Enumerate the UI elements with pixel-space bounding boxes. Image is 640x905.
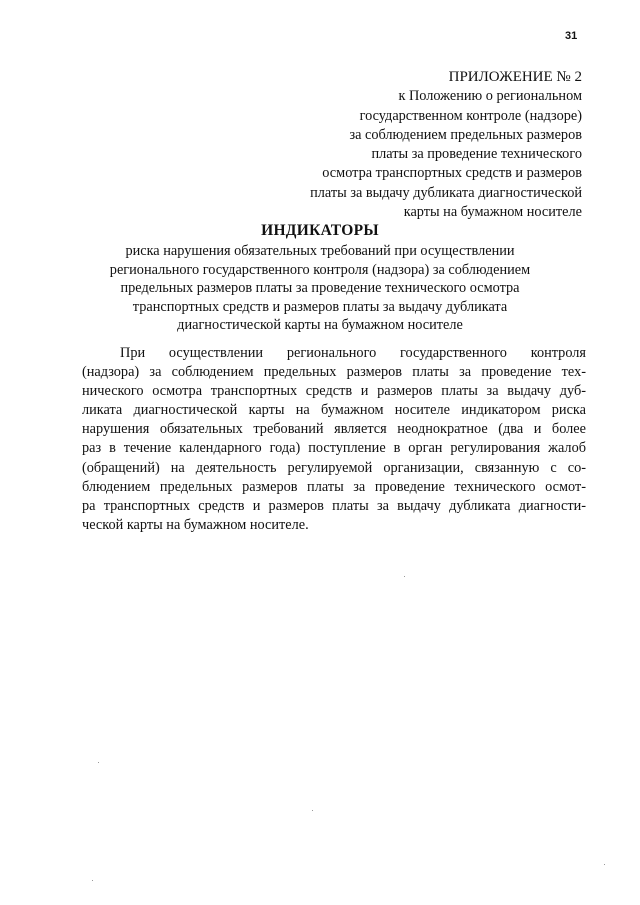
subtitle-line: транспортных средств и размеров платы за выдачу дубликата [132,298,508,315]
subtitle-line: регионального государственного контроля (надзора) за соблюдением [109,261,531,278]
scan-speck [404,576,405,577]
scan-speck [312,810,313,811]
appendix-line: к Положению о региональном [398,88,582,105]
appendix-line: государственном контроле (надзоре) [359,107,582,124]
appendix-line: платы за проведение технического [371,146,582,163]
body-line: нического осмотра транспортных средств и размеров платы за выдачу дуб- [82,383,586,400]
appendix-title: ПРИЛОЖЕНИЕ № 2 [448,69,582,85]
subtitle-line: предельных размеров платы за проведение технического осмотра [120,280,520,296]
body-paragraph [82,344,586,535]
subtitle-line: диагностической карты на бумажном носителе [177,317,463,333]
body-line: ческой карты на бумажном носителе. [82,516,309,533]
body-line: При осуществлении регионального государственного контроля [120,345,586,361]
body-line: (обращений) на деятельность регулируемой организации, связанную с со- [82,459,586,476]
document-heading: ИНДИКАТОРЫ [261,222,379,239]
appendix-line: за соблюдением предельных размеров [349,126,582,143]
appendix-header [252,68,582,222]
body-line: блюдением предельных размеров платы за проведение технического осмот- [82,478,586,495]
appendix-line: осмотра транспортных средств и размеров [322,165,582,182]
scan-speck [98,762,99,763]
appendix-line: платы за выдачу дубликата диагностической [310,184,582,201]
document-subtitle [100,242,540,335]
page-number: 31 [565,30,578,42]
appendix-line: карты на бумажном носителе [403,204,582,221]
subtitle-line: риска нарушения обязательных требований при осуществлении [125,243,515,259]
scan-speck [92,880,93,881]
body-line: ра транспортных средств и размеров платы за выдачу дубликата диагности- [82,497,586,514]
body-line: ликата диагностической карты на бумажном носителе индикатором риска [82,402,586,419]
body-line: нарушения обязательных требований является неоднократное (два и более [82,421,586,438]
scan-speck [604,864,605,865]
body-line: (надзора) за соблюдением предельных размеров платы за проведение тех- [82,364,586,381]
body-line: раз в течение календарного года) поступление в орган регулирования жалоб [82,440,586,457]
